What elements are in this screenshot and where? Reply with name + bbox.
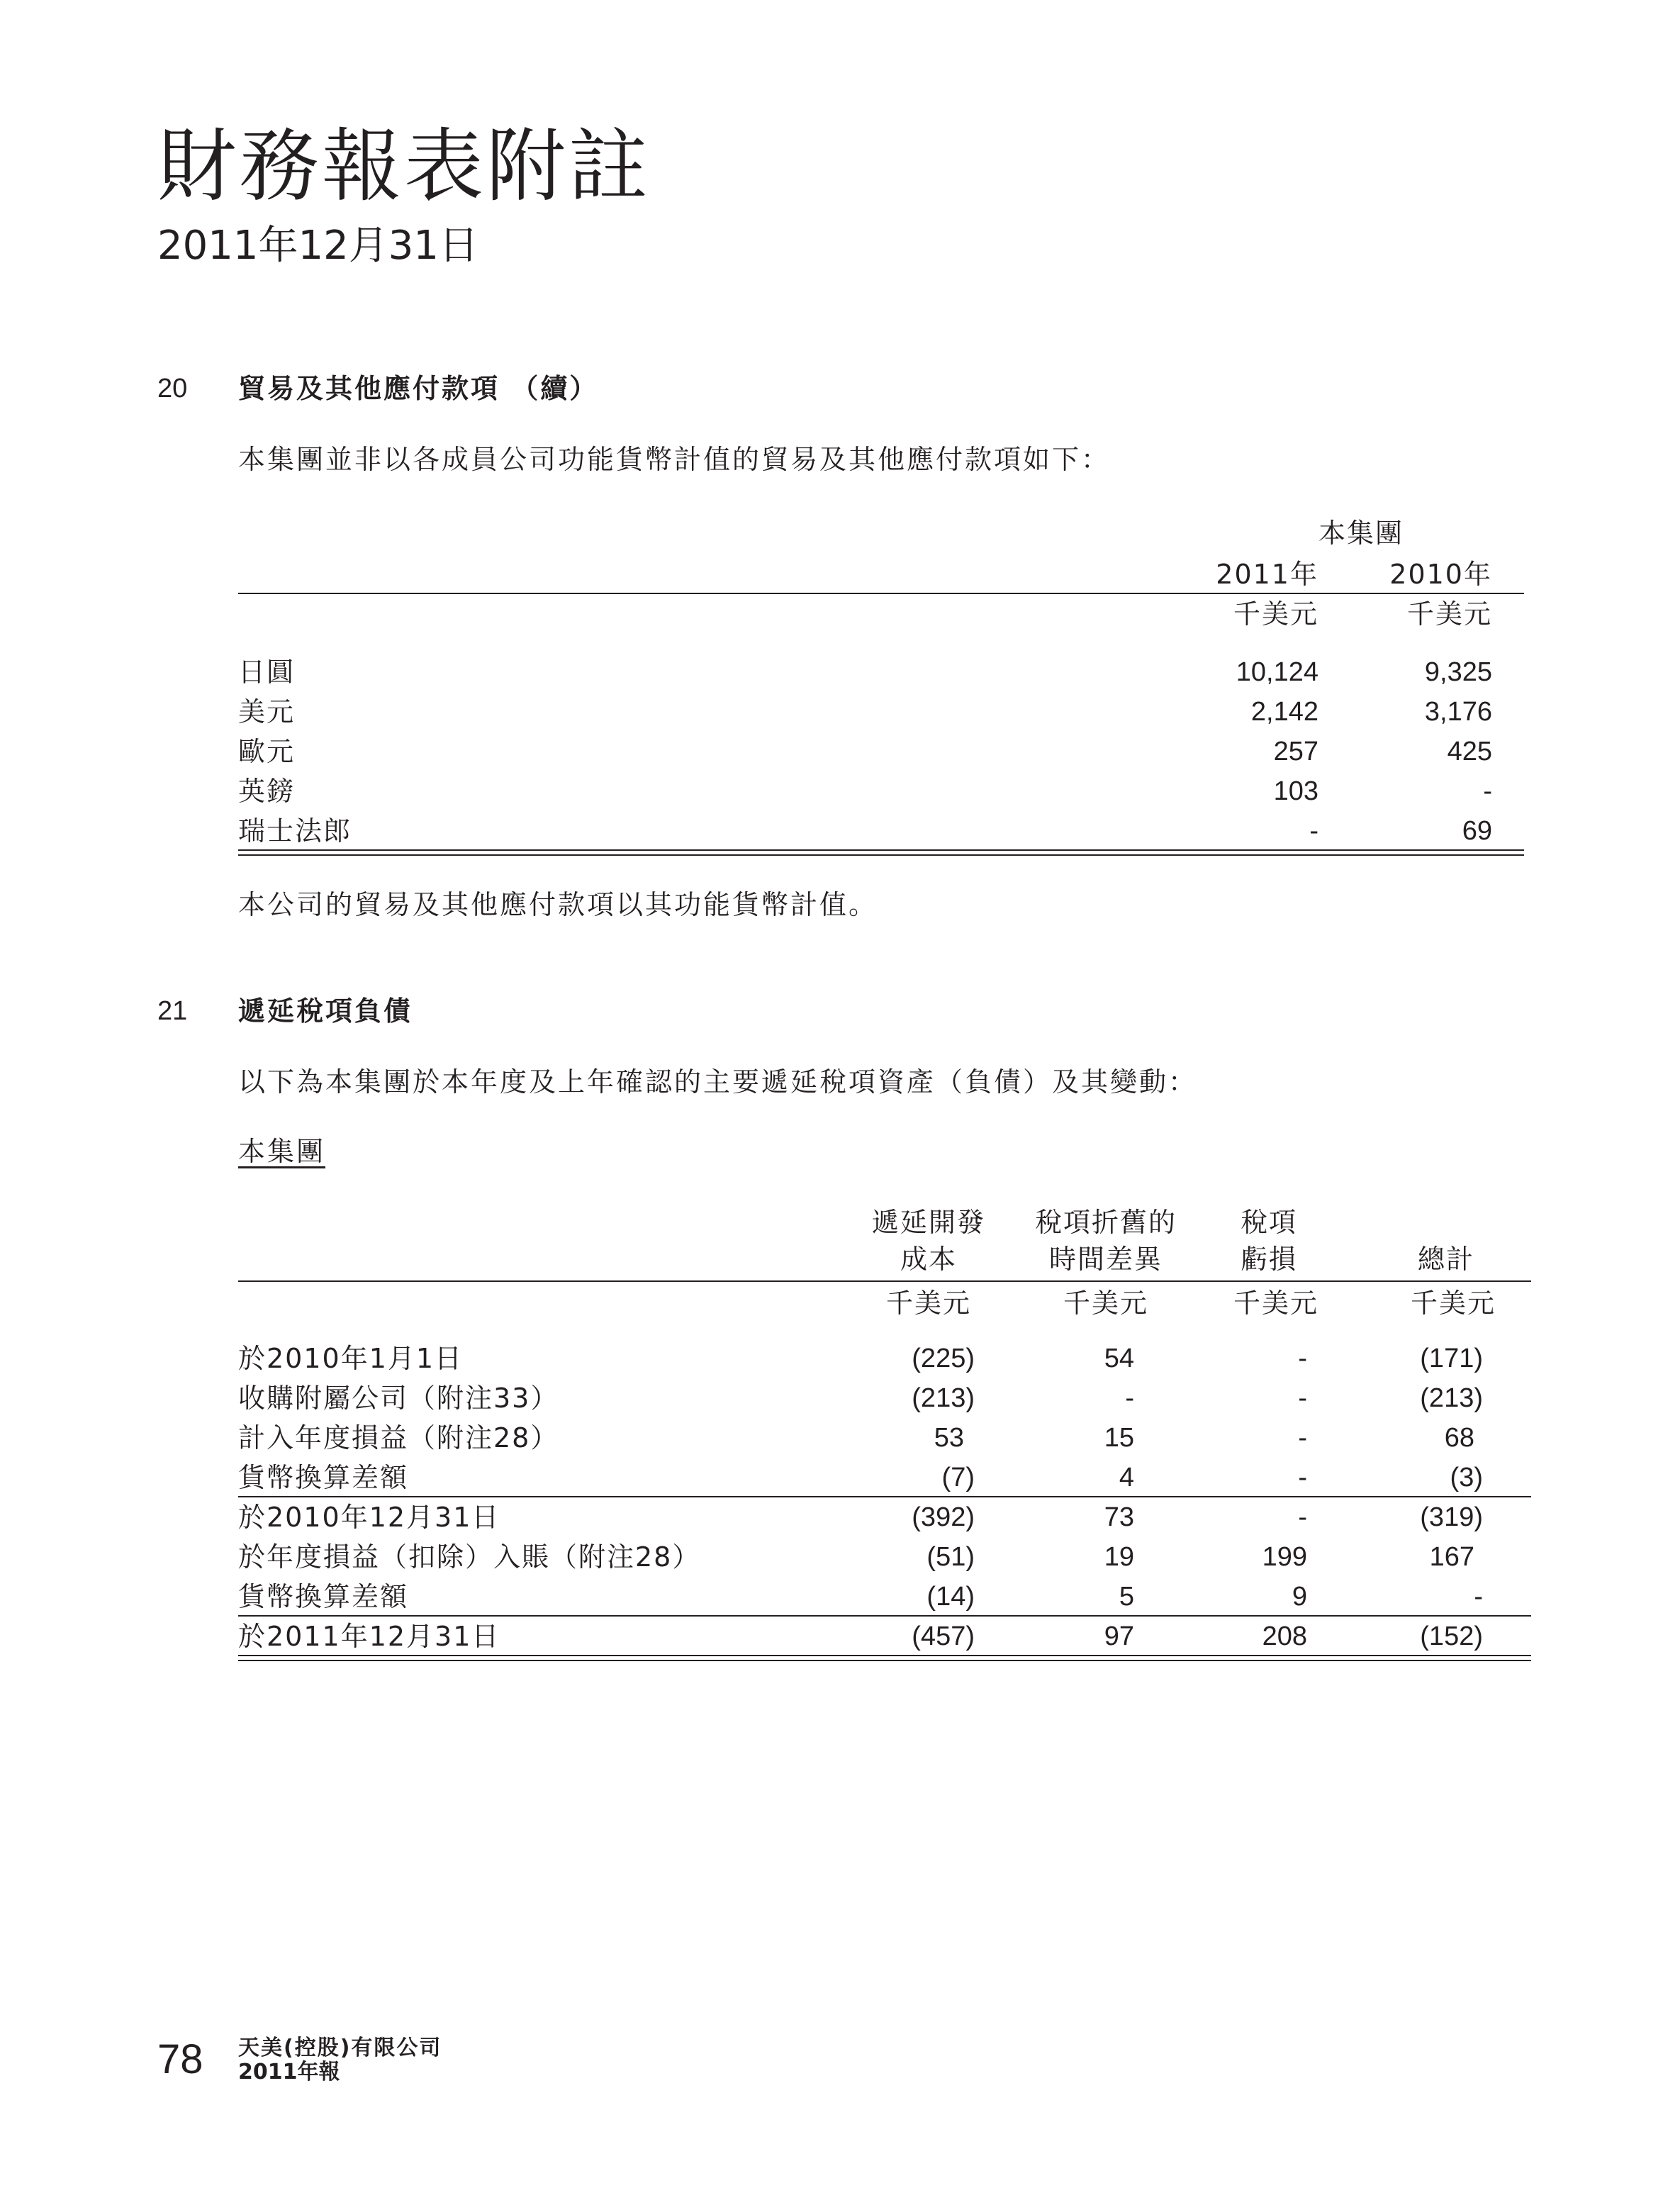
note-21-row-label: 計入年度損益（附注28） [238, 1422, 559, 1453]
note-21-cell: (213) [1420, 1383, 1483, 1413]
note-21-cell: 97 [1104, 1622, 1134, 1651]
note-21-number: 21 [157, 996, 188, 1026]
note-21-cell: - [1298, 1463, 1307, 1492]
note-21-cell: - [1298, 1502, 1307, 1532]
note-21-row-label: 貨幣換算差額 [238, 1462, 409, 1493]
note-21-col-header-line2: 總計 [1417, 1244, 1474, 1275]
note-21-cell: (319) [1420, 1502, 1483, 1532]
note-21-cell: 9 [1292, 1582, 1307, 1612]
note-21-cell: (392) [912, 1502, 975, 1532]
note-21-total-rule-double-1 [238, 1655, 1531, 1656]
note-21-row-label: 於年度損益（扣除）入賬（附注28） [238, 1541, 701, 1573]
note-21-cell: 53 [934, 1423, 964, 1453]
note-21-cell: 73 [1104, 1502, 1134, 1532]
note-21-cell: - [1125, 1383, 1134, 1413]
note-21-col-header-line1: 遞延開發 [871, 1207, 985, 1238]
footer-company-name: 天美(控股)有限公司 [238, 2036, 442, 2060]
note-20-row-value-2011: 103 [1273, 776, 1318, 806]
note-21-subheading: 本集團 [238, 1136, 326, 1167]
note-21-col-header-line2: 虧損 [1240, 1244, 1297, 1275]
note-20-row-value-2011: 10,124 [1236, 657, 1318, 687]
note-21-col-header-line2: 時間差異 [1048, 1244, 1163, 1275]
note-21-cell: 19 [1104, 1542, 1134, 1572]
note-20-row-label: 英鎊 [238, 776, 296, 807]
note-21-row-label: 貨幣換算差額 [238, 1581, 409, 1612]
note-20-col-2010: 2010年 [1389, 559, 1492, 590]
note-20-unit-2011: 千美元 [1233, 598, 1318, 630]
note-21-total-rule-top [238, 1615, 1531, 1617]
page-date: 2011年12月31日 [157, 223, 479, 269]
note-21-cell: (171) [1420, 1344, 1483, 1373]
note-21-col-header-line1: 稅項折舊的 [1034, 1207, 1177, 1238]
note-20-intro: 本集團並非以各成員公司功能貨幣計值的貿易及其他應付款項如下： [238, 444, 1111, 475]
note-21-cell: 167 [1429, 1542, 1474, 1572]
note-20-title: 貿易及其他應付款項 （續） [238, 373, 599, 404]
note-20-row-label: 瑞士法郎 [238, 815, 352, 847]
note-21-cell: (152) [1420, 1622, 1483, 1651]
page-number: 78 [157, 2036, 203, 2082]
note-20-total-rule-bottom [238, 854, 1524, 856]
note-21-cell: 15 [1104, 1423, 1134, 1453]
note-21-row-label: 於2010年12月31日 [238, 1502, 500, 1533]
note-20-row-value-2010: 425 [1447, 737, 1492, 766]
note-21-cell: 4 [1119, 1463, 1134, 1492]
note-21-intro: 以下為本集團於本年度及上年確認的主要遞延稅項資產（負債）及其變動： [238, 1066, 1198, 1098]
note-20-row-label: 美元 [238, 696, 296, 727]
note-21-cell: (225) [912, 1344, 975, 1373]
note-20-row-value-2011: 257 [1273, 737, 1318, 766]
note-21-cell: 5 [1119, 1582, 1134, 1612]
note-21-cell: (213) [912, 1383, 975, 1413]
note-20-row-label: 日圓 [238, 657, 296, 688]
note-21-cell: - [1474, 1582, 1483, 1612]
note-21-row-label: 於2011年12月31日 [238, 1621, 500, 1652]
note-21-total-rule-double-2 [238, 1660, 1531, 1661]
note-20-row-value-2010: - [1483, 776, 1492, 806]
note-21-unit: 千美元 [885, 1288, 971, 1319]
note-21-cell: 54 [1104, 1344, 1134, 1373]
note-20-footnote: 本公司的貿易及其他應付款項以其功能貨幣計值。 [238, 889, 878, 920]
note-20-row-value-2011: 2,142 [1250, 697, 1318, 727]
note-21-row-label: 於2010年1月1日 [238, 1343, 464, 1374]
note-21-subtotal-rule [238, 1496, 1531, 1497]
note-21-cell: 199 [1262, 1542, 1307, 1572]
note-21-cell: - [1298, 1383, 1307, 1413]
note-20-header-rule [238, 593, 1524, 594]
note-21-col-header-line2: 成本 [900, 1244, 957, 1275]
footer-report-name: 2011年報 [238, 2060, 340, 2084]
note-20-row-label: 歐元 [238, 736, 296, 767]
note-20-row-value-2010: 69 [1462, 816, 1492, 846]
note-20-number: 20 [157, 374, 188, 403]
page-title: 財務報表附註 [157, 121, 651, 213]
note-21-unit: 千美元 [1063, 1288, 1148, 1319]
note-21-cell: (3) [1450, 1463, 1483, 1492]
note-21-cell: (457) [912, 1622, 975, 1651]
note-20-col-2011: 2011年 [1216, 559, 1318, 590]
note-20-row-value-2010: 9,325 [1424, 657, 1492, 687]
note-20-total-rule-top [238, 849, 1524, 851]
note-20-row-value-2010: 3,176 [1424, 697, 1492, 727]
note-21-cell: - [1298, 1344, 1307, 1373]
note-21-title: 遞延稅項負債 [238, 995, 413, 1027]
note-21-col-header-line1: 稅項 [1240, 1207, 1297, 1238]
note-21-unit: 千美元 [1410, 1288, 1496, 1319]
note-20-unit-2010: 千美元 [1406, 598, 1492, 630]
note-21-cell: (7) [941, 1463, 975, 1492]
note-21-row-label: 收購附屬公司（附注33） [238, 1383, 559, 1414]
note-20-group-label: 本集團 [1318, 518, 1404, 549]
note-21-unit: 千美元 [1233, 1288, 1318, 1319]
note-20-row-value-2011: - [1309, 816, 1318, 846]
note-21-cell: (51) [926, 1542, 975, 1572]
note-21-cell: (14) [926, 1582, 975, 1612]
note-21-cell: 208 [1262, 1622, 1307, 1651]
note-21-header-rule [238, 1280, 1531, 1282]
note-21-cell: - [1298, 1423, 1307, 1453]
note-21-cell: 68 [1444, 1423, 1474, 1453]
